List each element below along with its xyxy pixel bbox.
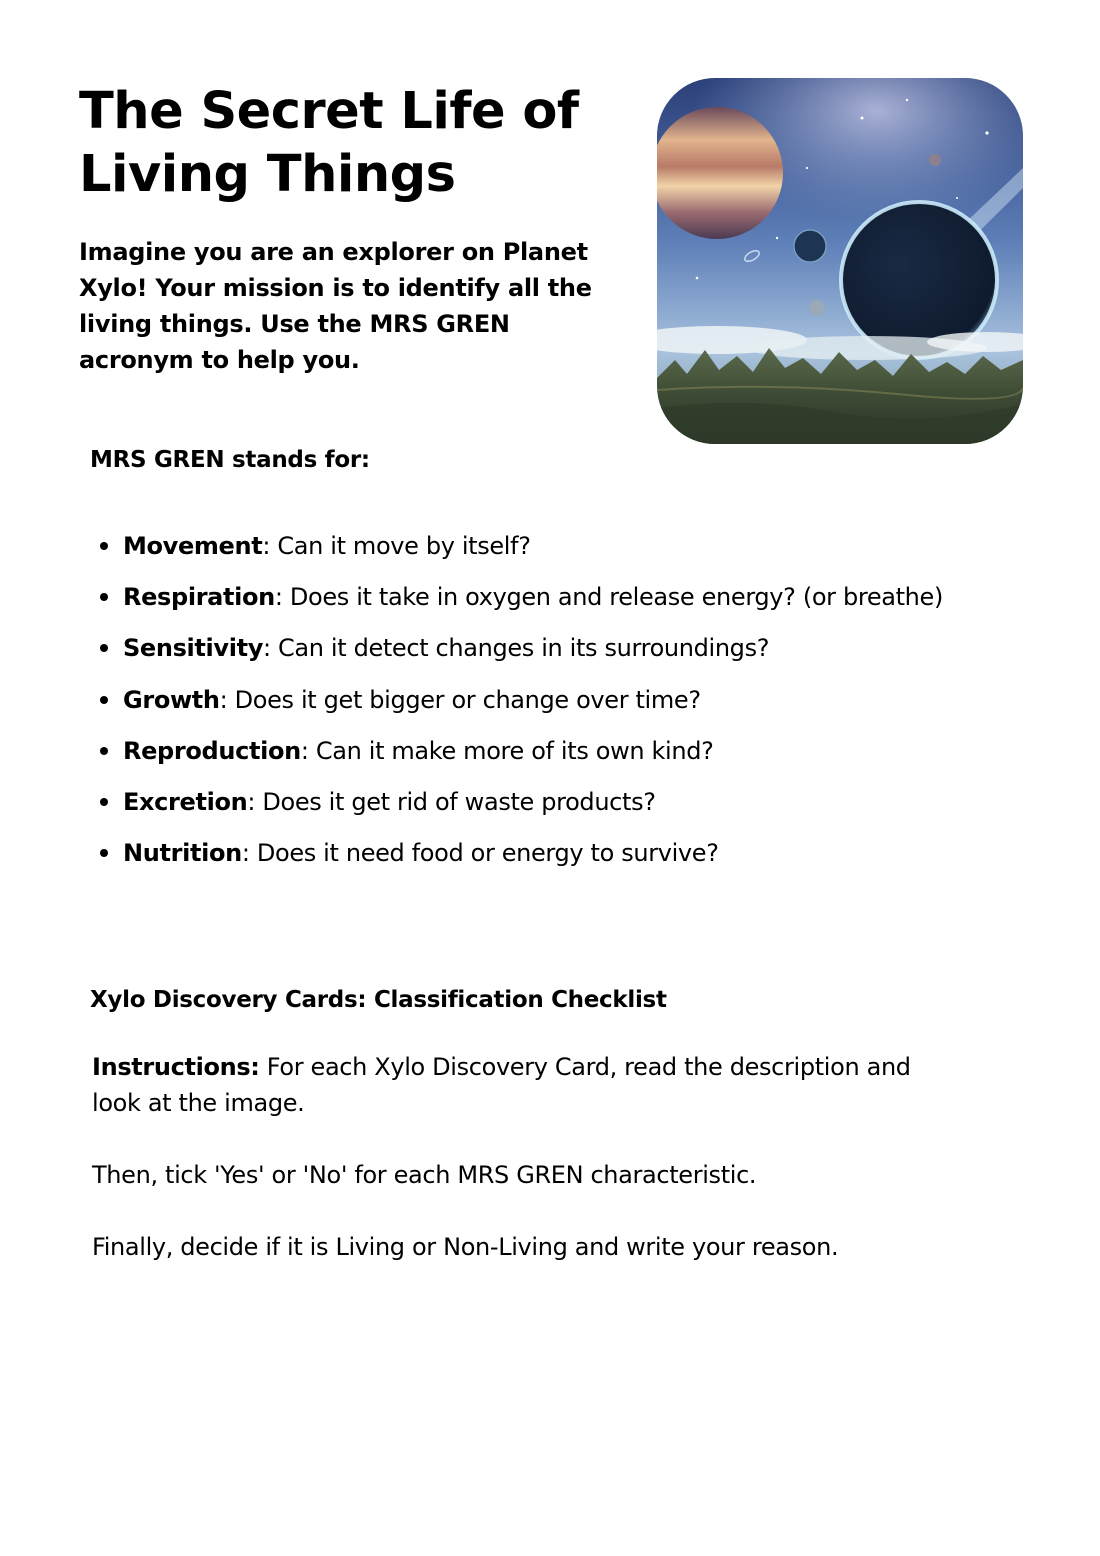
term: Movement — [123, 532, 263, 560]
term-description: : Does it take in oxygen and release energy? (or breathe) — [274, 583, 943, 612]
term-description: : Can it make more of its own kind? — [300, 736, 714, 765]
list-item-excretion — [123, 783, 943, 834]
mrs-gren-heading: MRS GREN stands for: — [90, 447, 370, 473]
instructions-text: For each Xylo Discovery Card, read the description and look at the image. — [92, 1053, 911, 1117]
term-description: : Can it detect changes in its surroundings? — [263, 634, 770, 663]
decide-instruction: Finally, decide if it is Living or Non-Living and write your reason. — [92, 1233, 839, 1261]
term: Reproduction — [123, 736, 301, 765]
term: Respiration — [123, 583, 275, 612]
term: Sensitivity — [123, 634, 263, 663]
bullet-icon — [100, 542, 108, 550]
term-description: : Does it get rid of waste products? — [247, 787, 656, 816]
bullet-icon — [100, 696, 108, 704]
list-item-nutrition — [123, 834, 943, 885]
bullet-icon — [100, 798, 108, 806]
list-item-respiration — [123, 578, 943, 629]
mrs-gren-list — [123, 527, 943, 885]
list-item-growth — [123, 681, 943, 732]
bullet-icon — [100, 849, 108, 857]
term-description: : Does it get bigger or change over time? — [219, 685, 701, 714]
intro-text: Imagine you are an explorer on Planet Xylo! Your mission is to identify all the living things. Use the MRS GREN acronym to help you. — [79, 238, 592, 374]
bullet-icon — [100, 644, 108, 652]
term: Growth — [123, 685, 220, 714]
list-item-sensitivity — [123, 629, 943, 680]
instructions-label: Instructions: — [92, 1053, 260, 1081]
bullet-icon — [100, 593, 108, 601]
term-description: : Does it need food or energy to survive? — [241, 839, 719, 868]
instructions-paragraph — [92, 1049, 952, 1121]
list-item-movement — [123, 527, 943, 578]
tick-instruction: Then, tick 'Yes' or 'No' for each MRS GREN characteristic. — [92, 1161, 757, 1189]
discovery-cards-heading: Xylo Discovery Cards: Classification Checklist — [90, 987, 667, 1013]
bullet-icon — [100, 747, 108, 755]
term: Nutrition — [123, 839, 242, 868]
planet-xylo-illustration — [657, 78, 1023, 444]
term-description: : Can it move by itself? — [262, 532, 531, 560]
page-title: The Secret Life of Living Things — [79, 82, 579, 204]
term: Excretion — [123, 787, 248, 816]
list-item-reproduction — [123, 732, 943, 783]
